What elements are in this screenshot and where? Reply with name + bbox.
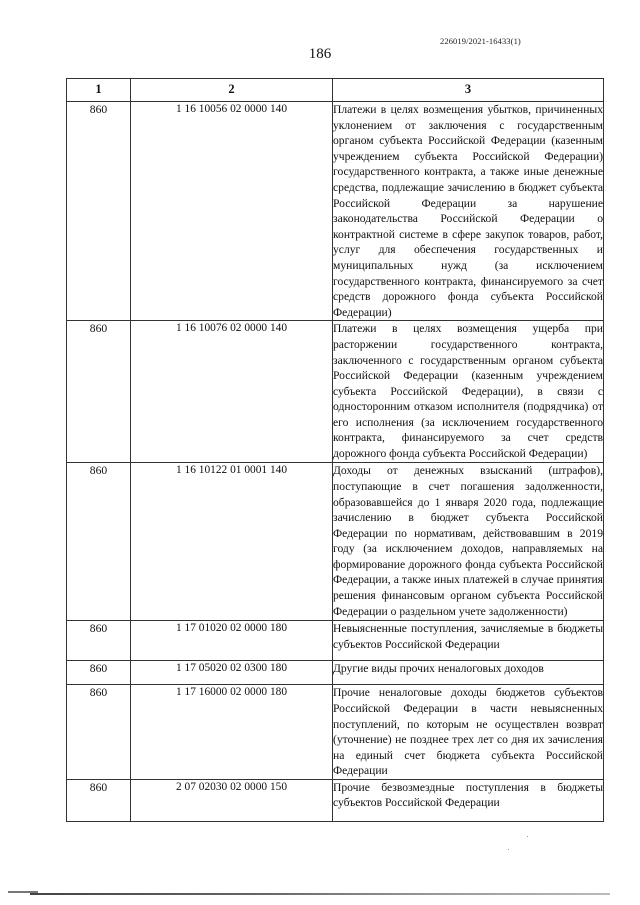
- scan-speck: [527, 836, 528, 837]
- scan-bottom-edge: [30, 893, 610, 895]
- page-number: 186: [308, 46, 332, 62]
- table-header-row: [67, 79, 604, 102]
- budget-classification-code-cell: 1 17 05020 02 0300 180: [131, 661, 333, 685]
- admin-code-cell: 860: [67, 102, 131, 321]
- budget-classification-code-cell: 1 17 01020 02 0000 180: [131, 621, 333, 661]
- budget-classification-code-cell: 1 16 10122 01 0001 140: [131, 463, 333, 621]
- column-header-1: 1: [67, 79, 131, 102]
- admin-code-cell: 860: [67, 321, 131, 463]
- table-row: [67, 463, 604, 621]
- column-header-3: 3: [333, 79, 604, 102]
- description-cell: Невыясненные поступления, зачисляемые в бюджеты субъектов Российской Федерации: [333, 621, 604, 661]
- description-cell: Доходы от денежных взысканий (штрафов), поступающие в счет погашения задолженности, образовавшейся до 1 января 2020 года, подлежащие зачислению в бюджет субъекта Российской Федерации по нормативам, действовавшим в 2019 году (за исключением доходов, направляемых на формирование дорожного фонда субъекта Российской Федерации, а также иных платежей в случае принятия решения финансовым органом субъекта Российской Федерации о раздельном учете задолженности): [333, 463, 604, 621]
- budget-classification-code-cell: 2 07 02030 02 0000 150: [131, 779, 333, 821]
- table-row: [67, 621, 604, 661]
- budget-classification-code-cell: 1 16 10076 02 0000 140: [131, 321, 333, 463]
- admin-code-cell: 860: [67, 779, 131, 821]
- admin-code-cell: 860: [67, 685, 131, 780]
- admin-code-cell: 860: [67, 463, 131, 621]
- description-cell: Платежи в целях возмещения ущерба при расторжении государственного контракта, заключенного с государственным органом субъекта Российской Федерации (казенным учреждением субъекта Российской Федерации), в связи с односторонним отказом исполнителя (подрядчика) от его исполнения (за исключением государственного контракта, финансируемого за счет средств дорожного фонда субъекта Российской Федерации): [333, 321, 604, 463]
- scan-speck: [508, 849, 509, 850]
- description-cell: Прочие неналоговые доходы бюджетов субъектов Российской Федерации в части невыясненных поступлений, по которым не осуществлен возврат (уточнение) не позднее трех лет со дня их зачисления на единый счет бюджета субъекта Российской Федерации: [333, 685, 604, 780]
- budget-classification-code-cell: 1 16 10056 02 0000 140: [131, 102, 333, 321]
- revenue-codes-table: [66, 78, 604, 822]
- description-cell: Платежи в целях возмещения убытков, причиненных уклонением от заключения с государственным органом субъекта Российской Федерации (казенным учреждением субъекта Российской Федерации) государственного контракта, а также иные денежные средства, подлежащие зачислению в бюджет субъекта Российской Федерации за нарушение законодательства Российской Федерации о контрактной системе в сфере закупок товаров, работ, услуг для обеспечения государственных и муниципальных нужд (за исключением государственного контракта, финансируемого за счет средств дорожного фонда субъекта Российской Федерации): [333, 102, 604, 321]
- description-cell: Другие виды прочих неналоговых доходов: [333, 661, 604, 685]
- table-row: [67, 661, 604, 685]
- table-row: [67, 685, 604, 780]
- column-header-2: 2: [131, 79, 333, 102]
- document-registration-number: 226019/2021-16433(1): [440, 36, 521, 46]
- table-row: [67, 321, 604, 463]
- description-cell: Прочие безвозмездные поступления в бюджеты субъектов Российской Федерации: [333, 779, 604, 821]
- budget-classification-code-cell: 1 17 16000 02 0000 180: [131, 685, 333, 780]
- table-row: [67, 102, 604, 321]
- table-row: [67, 779, 604, 821]
- admin-code-cell: 860: [67, 621, 131, 661]
- admin-code-cell: 860: [67, 661, 131, 685]
